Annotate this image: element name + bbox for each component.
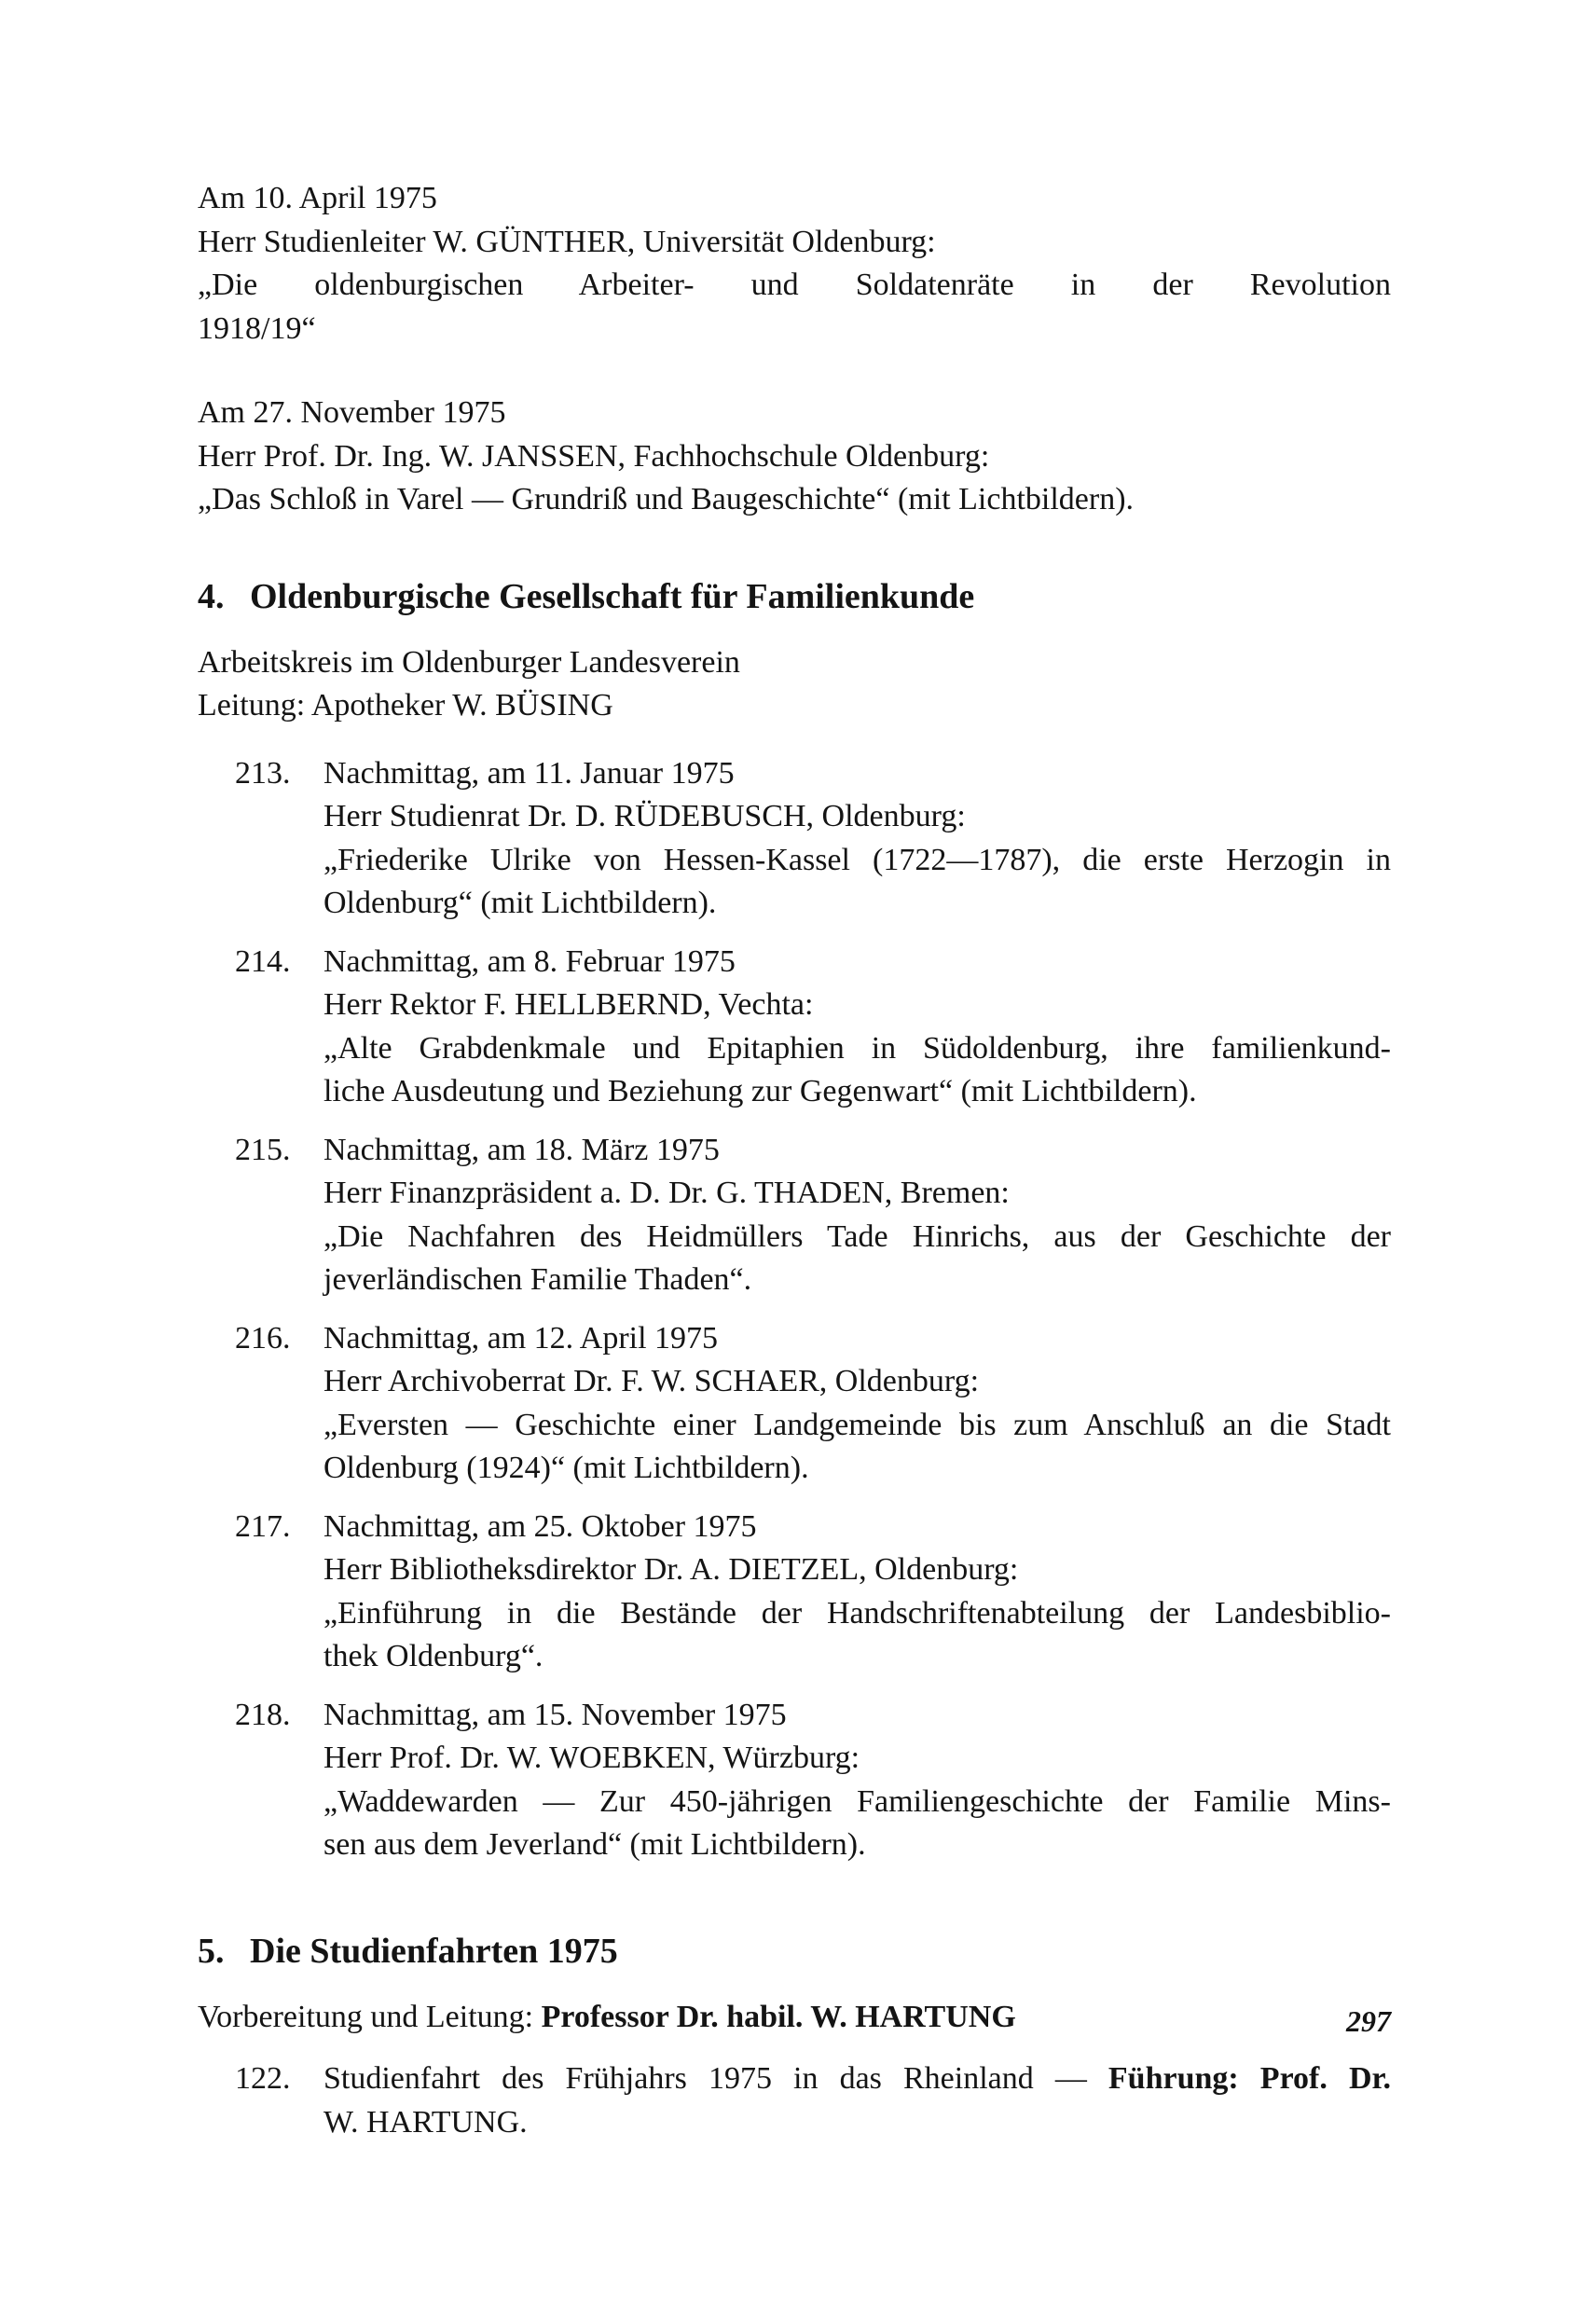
section-title: Oldenburgische Gesellschaft für Familienkunde (250, 576, 975, 616)
item-date: Nachmittag, am 18. März 1975 (323, 1132, 720, 1167)
lecture-entry (198, 177, 1391, 351)
item-title-line: „Eversten — Geschichte einer Landgemeinde bis zum Anschluß an die Stadt (323, 1407, 1391, 1442)
item-title-line: Oldenburg (1924)“ (mit Lichtbildern). (323, 1451, 809, 1485)
trip-description: Studienfahrt des Frühjahrs 1975 in das Rheinland — (323, 2061, 1108, 2096)
section-leader: Leitung: Apotheker W. BÜSING (198, 688, 613, 722)
item-number: 122. (235, 2061, 291, 2096)
item-number: 217. (235, 1508, 291, 1544)
lecture-date: Am 10. April 1975 (198, 181, 437, 215)
list-item (198, 1317, 1391, 1491)
trip-guide: Führung: Prof. Dr. (1108, 2061, 1391, 2096)
item-speaker: Herr Prof. Dr. W. WOEBKEN, Würzburg: (323, 1741, 860, 1775)
list-item (198, 2057, 1391, 2144)
lecture-entry (198, 392, 1391, 522)
list-item (198, 1506, 1391, 1679)
lecture-title-line: 1918/19“ (198, 310, 316, 346)
section-subheading (198, 641, 1391, 728)
page-number: 297 (1346, 2004, 1391, 2038)
lecture-title-line: „Das Schloß in Varel — Grundriß und Baugeschichte“ (mit Lichtbildern). (198, 482, 1135, 516)
list-item (198, 752, 1391, 926)
item-speaker: Herr Finanzpräsident a. D. Dr. G. THADEN, Bremen: (323, 1176, 1010, 1210)
list-item (198, 941, 1391, 1114)
item-title-line: Oldenburg“ (mit Lichtbildern). (323, 886, 717, 920)
section-leader-name: Professor Dr. habil. W. HARTUNG (541, 1999, 1016, 2034)
section-title: Die Studienfahrten 1975 (250, 1931, 618, 1971)
item-date: Nachmittag, am 8. Februar 1975 (323, 943, 736, 979)
item-number: 214. (235, 943, 291, 979)
list-item (198, 1129, 1391, 1302)
item-title-line: W. HARTUNG. (323, 2104, 528, 2140)
item-title-line: thek Oldenburg“. (323, 1639, 543, 1673)
item-speaker: Herr Rektor F. HELLBERND, Vechta: (323, 987, 814, 1022)
lecture-date: Am 27. November 1975 (198, 395, 506, 430)
section-heading (198, 1927, 1391, 1975)
item-speaker: Herr Archivoberrat Dr. F. W. SCHAER, Oldenburg: (323, 1364, 980, 1398)
item-title-line: „Die Nachfahren des Heidmüllers Tade Hinrichs, aus der Geschichte der (323, 1218, 1391, 1254)
item-title-line: jeverländischen Familie Thaden“. (323, 1262, 752, 1297)
item-title-line: „Einführung in die Bestände der Handschriftenabteilung der Landesbiblio- (323, 1595, 1391, 1631)
item-date: Nachmittag, am 25. Oktober 1975 (323, 1508, 757, 1544)
section-subtitle: Arbeitskreis im Oldenburger Landesverein (198, 644, 740, 680)
lecture-speaker: Herr Studienleiter W. GÜNTHER, Universität Oldenburg: (198, 224, 936, 259)
item-date: Nachmittag, am 15. November 1975 (323, 1697, 787, 1732)
section-heading (198, 572, 1391, 621)
item-date: Nachmittag, am 11. Januar 1975 (323, 755, 735, 791)
item-number: 218. (235, 1697, 291, 1732)
list-item (198, 1694, 1391, 1867)
item-speaker: Herr Bibliotheksdirektor Dr. A. DIETZEL, Oldenburg: (323, 1552, 1019, 1587)
item-speaker: Herr Studienrat Dr. D. RÜDEBUSCH, Oldenburg: (323, 799, 966, 833)
section-number: 4. (198, 576, 225, 616)
item-number: 216. (235, 1320, 291, 1356)
item-title-line: liche Ausdeutung und Beziehung zur Gegenwart“ (mit Lichtbildern). (323, 1074, 1197, 1108)
item-title-line: sen aus dem Jeverland“ (mit Lichtbildern). (323, 1827, 866, 1862)
section-leader-label: Vorbereitung und Leitung: (198, 1999, 542, 2034)
lecture-speaker: Herr Prof. Dr. Ing. W. JANSSEN, Fachhochschule Oldenburg: (198, 438, 990, 474)
page-content (198, 177, 1391, 2144)
lecture-title-line: „Die oldenburgischen Arbeiter- und Soldatenräte in der Revolution (198, 268, 1391, 302)
item-number: 215. (235, 1132, 291, 1167)
item-number: 213. (235, 755, 291, 791)
item-title-line: „Friederike Ulrike von Hessen-Kassel (1722—1787), die erste Herzogin in (323, 842, 1391, 877)
section-subheading (198, 1996, 1391, 2040)
item-title-line: „Alte Grabdenkmale und Epitaphien in Südoldenburg, ihre familienkund- (323, 1030, 1391, 1066)
item-title-line (323, 2057, 1391, 2101)
item-date: Nachmittag, am 12. April 1975 (323, 1320, 719, 1356)
section-number: 5. (198, 1931, 225, 1971)
item-title-line: „Waddewarden — Zur 450-jährigen Familiengeschichte der Familie Mins- (323, 1783, 1391, 1819)
